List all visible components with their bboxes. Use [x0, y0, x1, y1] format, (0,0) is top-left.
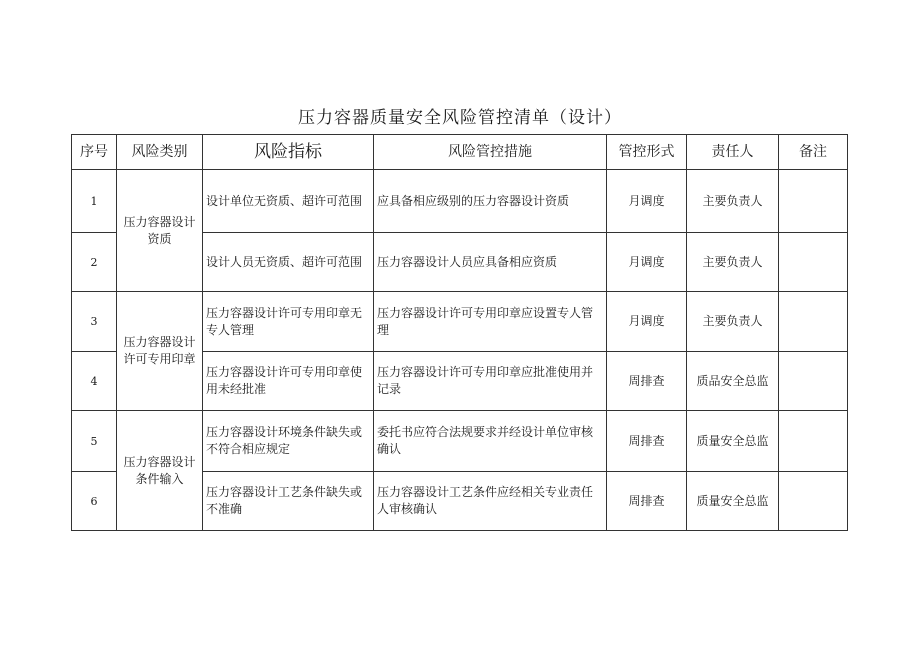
control-measure: 委托书应符合法规要求并经设计单位审核确认 [374, 411, 607, 472]
responsible-person: 主要负责人 [687, 292, 779, 352]
header-indicator: 风险指标 [203, 135, 374, 170]
risk-control-table [71, 134, 848, 531]
control-form: 周排查 [607, 411, 687, 472]
risk-indicator: 设计人员无资质、超许可范围 [203, 233, 374, 292]
risk-category: 压力容器设计条件输入 [117, 411, 203, 531]
control-measure: 压力容器设计工艺条件应经相关专业责任人审核确认 [374, 472, 607, 531]
remarks-cell [779, 170, 848, 233]
row-seq: 6 [72, 472, 117, 531]
risk-indicator: 压力容器设计工艺条件缺失或不准确 [203, 472, 374, 531]
risk-indicator: 压力容器设计许可专用印章使用未经批准 [203, 352, 374, 411]
row-seq: 5 [72, 411, 117, 472]
risk-indicator: 压力容器设计许可专用印章无专人管理 [203, 292, 374, 352]
responsible-person: 主要负责人 [687, 233, 779, 292]
row-seq: 2 [72, 233, 117, 292]
table-row [72, 292, 848, 352]
document-title: 压力容器质量安全风险管控清单（设计） [298, 108, 622, 128]
control-form: 月调度 [607, 292, 687, 352]
header-category: 风险类别 [117, 135, 203, 170]
row-seq: 3 [72, 292, 117, 352]
table-header-row [72, 135, 848, 170]
responsible-person: 质品安全总监 [687, 352, 779, 411]
control-measure: 压力容器设计许可专用印章应设置专人管理 [374, 292, 607, 352]
header-form: 管控形式 [607, 135, 687, 170]
risk-category: 压力容器设计许可专用印章 [117, 292, 203, 411]
row-seq: 1 [72, 170, 117, 233]
remarks-cell [779, 411, 848, 472]
responsible-person: 质量安全总监 [687, 472, 779, 531]
control-form: 周排查 [607, 352, 687, 411]
control-measure: 压力容器设计人员应具备相应资质 [374, 233, 607, 292]
control-form: 周排查 [607, 472, 687, 531]
table-row [72, 411, 848, 472]
risk-indicator: 设计单位无资质、超许可范围 [203, 170, 374, 233]
control-form: 月调度 [607, 170, 687, 233]
risk-indicator: 压力容器设计环境条件缺失或不符合相应规定 [203, 411, 374, 472]
responsible-person: 质量安全总监 [687, 411, 779, 472]
responsible-person: 主要负责人 [687, 170, 779, 233]
control-measure: 应具备相应级别的压力容器设计资质 [374, 170, 607, 233]
header-owner: 责任人 [687, 135, 779, 170]
remarks-cell [779, 292, 848, 352]
remarks-cell [779, 352, 848, 411]
header-measures: 风险管控措施 [374, 135, 607, 170]
control-measure: 压力容器设计许可专用印章应批准使用并记录 [374, 352, 607, 411]
control-form: 月调度 [607, 233, 687, 292]
header-seq: 序号 [72, 135, 117, 170]
risk-category: 压力容器设计资质 [117, 170, 203, 292]
header-remarks: 备注 [779, 135, 848, 170]
table-row [72, 170, 848, 233]
remarks-cell [779, 472, 848, 531]
row-seq: 4 [72, 352, 117, 411]
remarks-cell [779, 233, 848, 292]
